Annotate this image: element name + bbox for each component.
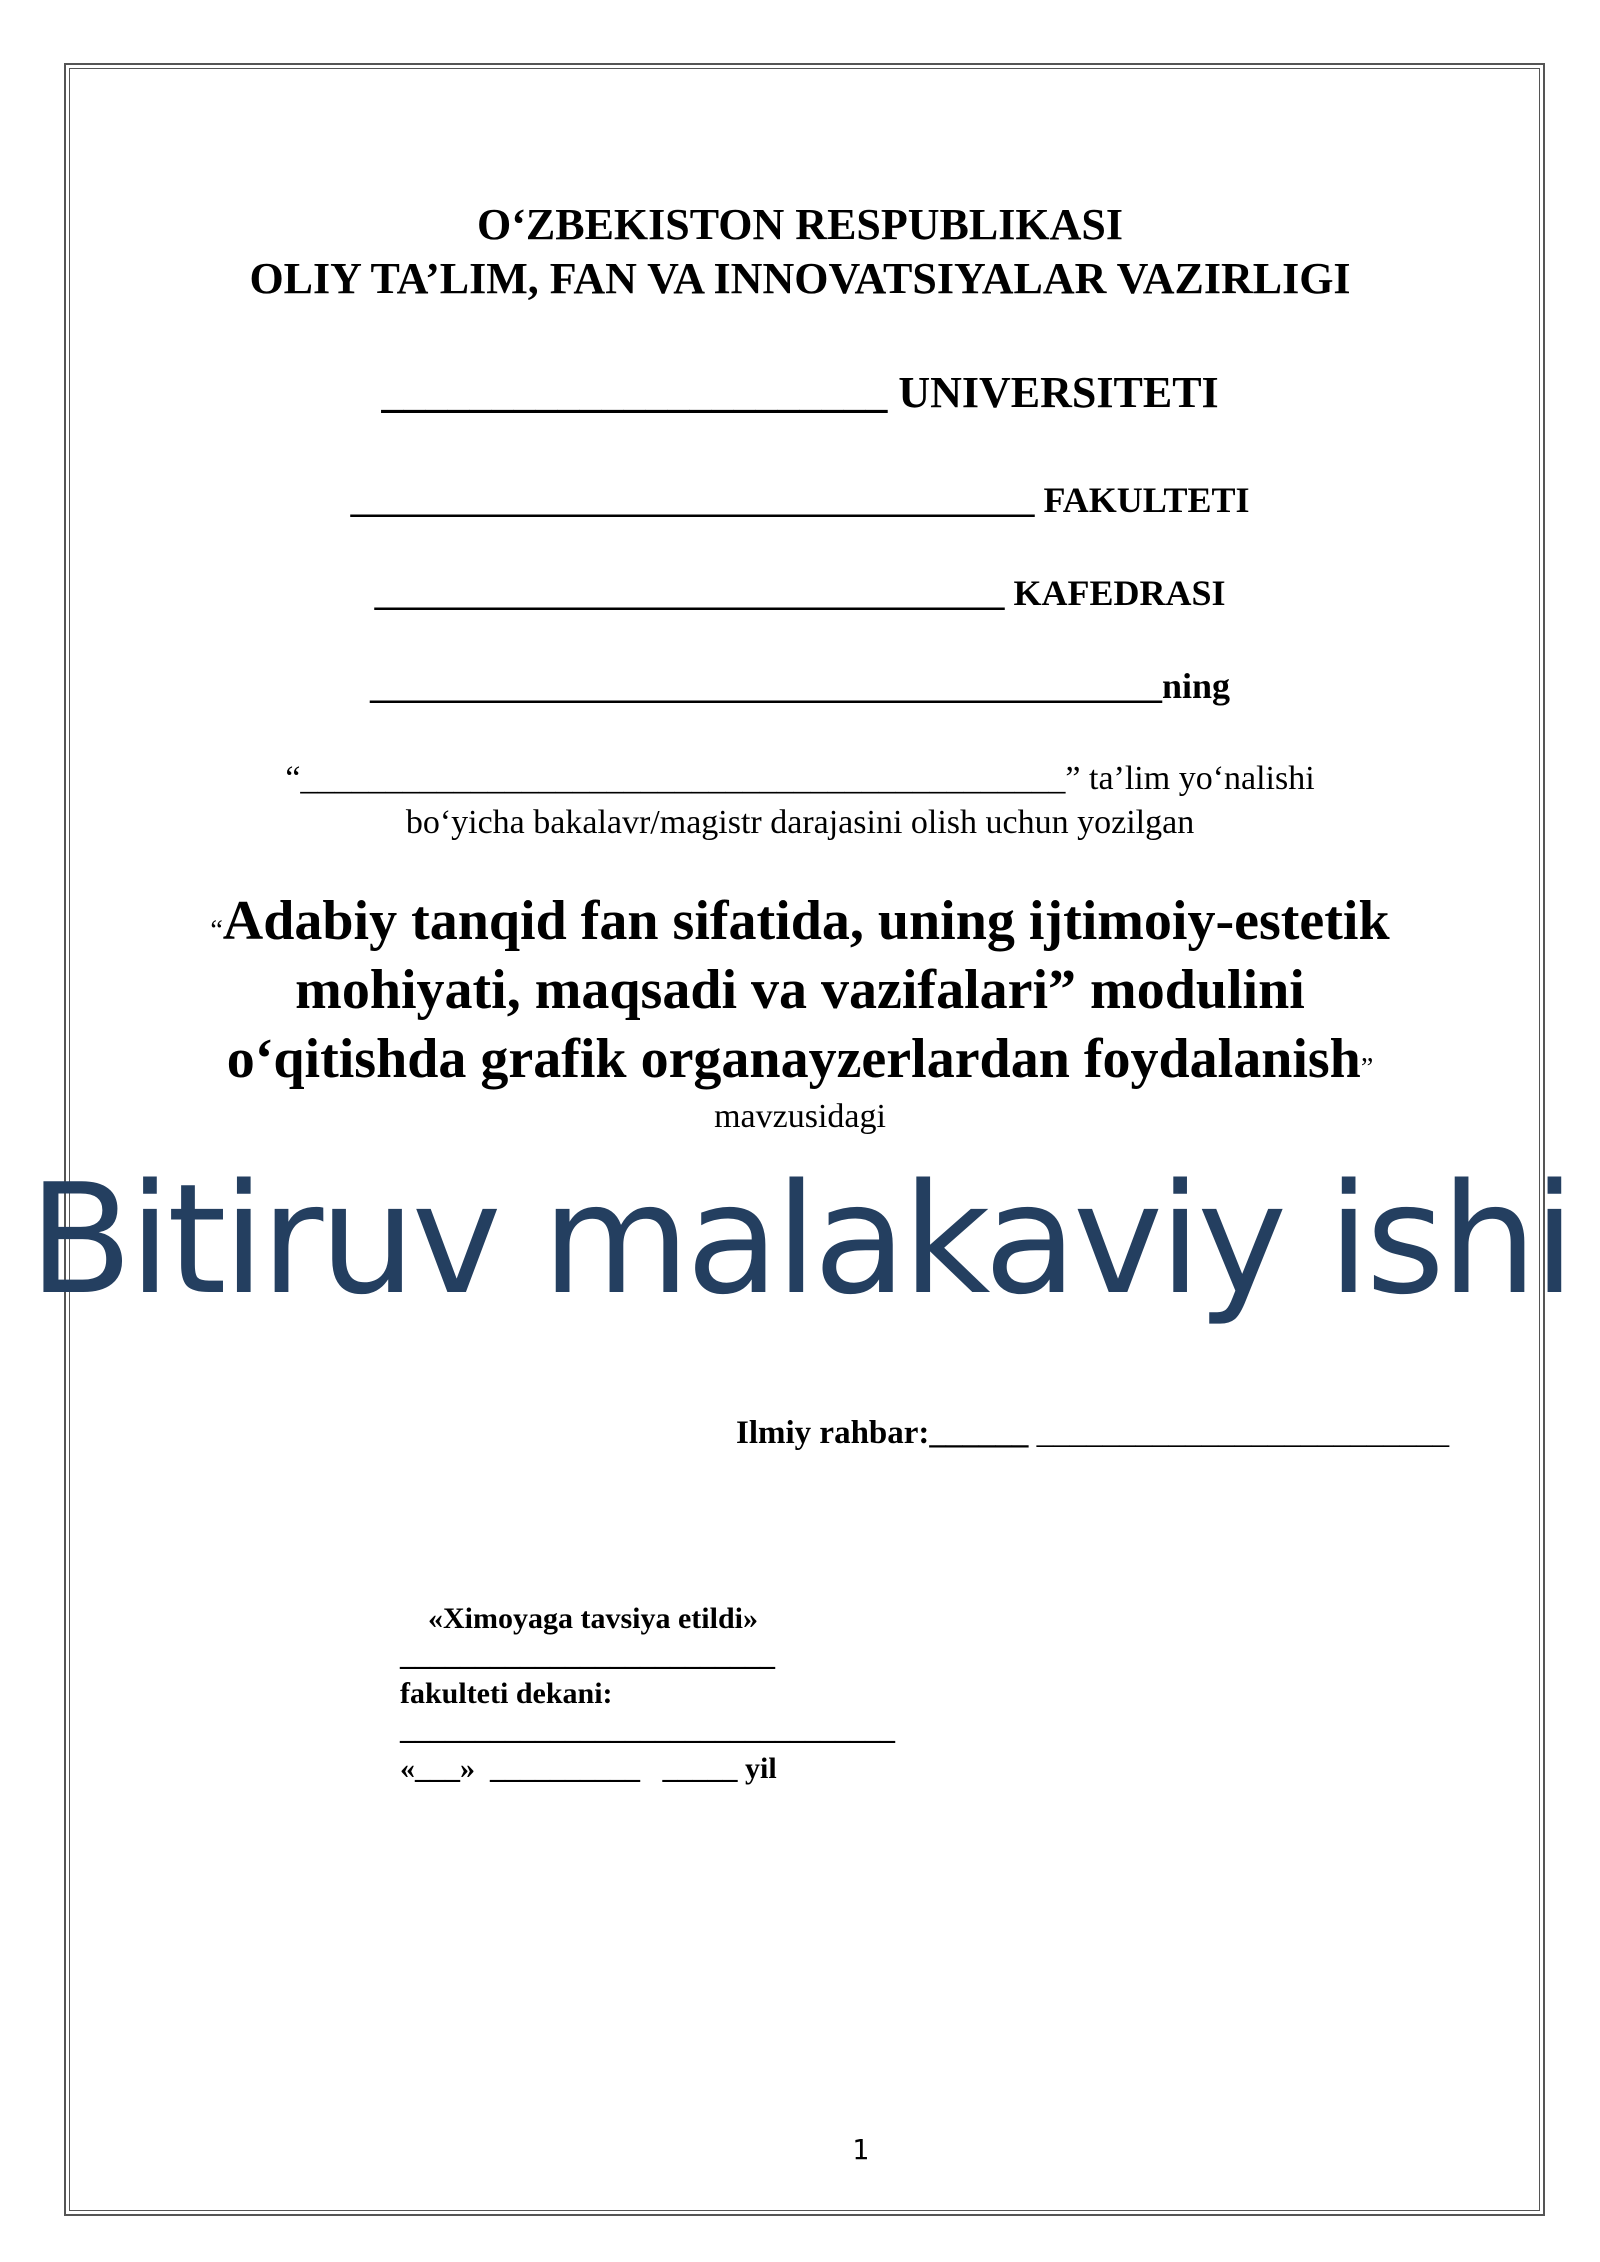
ministry-line-1: O‘ZBEKISTON RESPUBLIKASI <box>477 200 1123 249</box>
direction-line-2: bo‘yicha bakalavr/magistr darajasini olish uchun yozilgan <box>405 804 1195 841</box>
faculty-label: FAKULTETI <box>1043 480 1250 520</box>
student-suffix: ning <box>1161 666 1231 706</box>
defense-recommend: «Ximoyaga tavsiya etildi» <box>428 1602 758 1635</box>
year-label: yil <box>745 1752 777 1785</box>
supervisor-line <box>736 1413 1449 1453</box>
topic-text-1: Adabiy tanqid fan sifatida, uning ijtimoiy-estetik <box>222 890 1390 952</box>
defense-date-line <box>400 1751 777 1787</box>
department-label: KAFEDRASI <box>1013 573 1226 613</box>
topic-close-quote: ” <box>1360 1053 1374 1084</box>
document-title: Bitiruv malakaviy ishi <box>28 1151 1572 1328</box>
supervisor-blank-1: ______ <box>929 1415 1029 1451</box>
direction-blank: _____________________________________________ <box>300 760 1066 797</box>
defense-blank-1: _________________________ <box>400 1639 775 1672</box>
dean-label: fakulteti dekani: <box>400 1677 613 1710</box>
topic-text-3: o‘qitishda grafik organayzerlardan foydalanish <box>226 1028 1361 1090</box>
topic-suffix: mavzusidagi <box>714 1098 886 1135</box>
faculty-blank: ______________________________________ <box>350 480 1035 520</box>
university-blank: _______________________ <box>381 368 888 417</box>
student-blank: ____________________________________________ <box>369 666 1162 706</box>
department-blank: ___________________________________ <box>374 573 1005 613</box>
defense-blank-2: _________________________________ <box>400 1713 895 1746</box>
topic-line-3 <box>0 1025 1600 1103</box>
page-number: 1 <box>852 2133 869 2166</box>
student-line <box>0 664 1600 708</box>
university-line <box>0 367 1600 419</box>
university-label: UNIVERSITETI <box>898 368 1219 417</box>
direction-line-1 <box>0 758 1600 800</box>
date-month-blank: __________ <box>490 1752 640 1785</box>
date-year-blank: _____ <box>662 1752 738 1785</box>
direction-close-text: ” ta’lim yo‘nalishi <box>1065 760 1315 797</box>
date-close-quote: » <box>460 1752 475 1785</box>
supervisor-blank-2: _________________________ <box>1036 1415 1450 1451</box>
date-open-quote: « <box>400 1752 415 1785</box>
ministry-line-2: OLIY TA’LIM, FAN VA INNOVATSIYALAR VAZIRLIGI <box>249 254 1351 303</box>
supervisor-label: Ilmiy rahbar: <box>736 1415 930 1451</box>
topic-open-quote: “ <box>210 915 223 946</box>
topic-line-2: mohiyati, maqsadi va vazifalari” modulini <box>295 959 1305 1021</box>
department-line <box>0 571 1600 615</box>
direction-open-quote: “ <box>285 760 301 797</box>
faculty-line <box>0 478 1600 522</box>
date-day-blank: ___ <box>415 1752 460 1785</box>
topic-line-1 <box>0 887 1600 965</box>
